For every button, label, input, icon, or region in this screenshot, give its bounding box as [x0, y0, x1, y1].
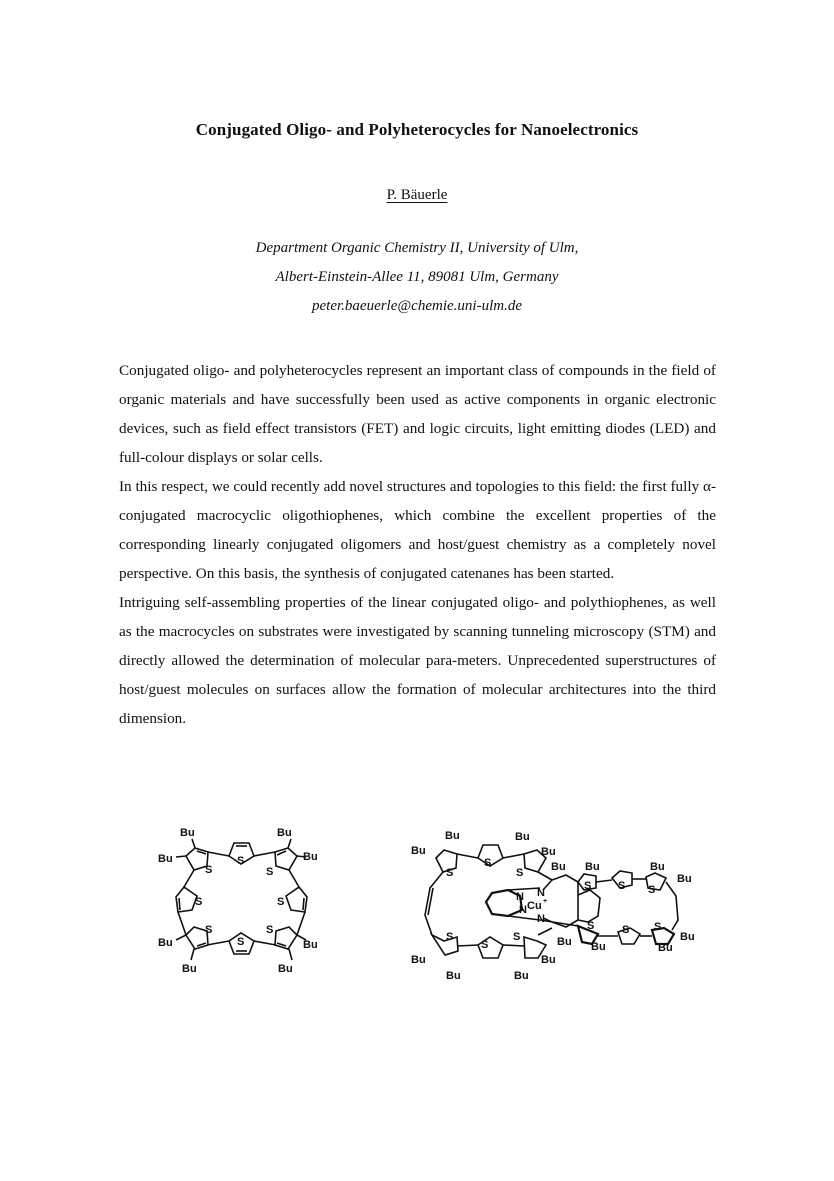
svg-text:S: S	[513, 931, 521, 943]
svg-text:Bu: Bu	[411, 954, 426, 966]
affiliation-address: Albert-Einstein-Allee 11, 89081 Ulm, Germany	[275, 269, 559, 285]
svg-text:Bu: Bu	[514, 970, 529, 982]
abstract-body	[119, 356, 716, 733]
svg-text:Bu: Bu	[677, 873, 692, 885]
svg-text:Bu: Bu	[680, 931, 695, 943]
svg-text:Bu: Bu	[303, 939, 318, 951]
paragraph-3: Intriguing self-assembling properties of the linear conjugated oligo- and polythiophenes, as well as the macrocycles on substrates were investigated by scanning tunneling microscopy (STM) and directly allowed the determination of molecular para-meters. Unprecedented superstructures of host/guest molecules on surfaces allow the formation of molecular architectures into the third dimension.	[119, 594, 716, 727]
svg-text:Bu: Bu	[557, 936, 572, 948]
affiliation-department: Department Organic Chemistry II, University of Ulm,	[255, 240, 579, 256]
author-name: P. Bäuerle	[386, 187, 448, 203]
svg-text:Bu: Bu	[541, 954, 556, 966]
svg-text:S: S	[266, 924, 274, 936]
svg-text:N: N	[537, 913, 545, 925]
macrocycle-labels	[158, 827, 318, 975]
paper-title: Conjugated Oligo- and Polyheterocycles for Nanoelectronics	[195, 120, 639, 139]
svg-text:Bu: Bu	[303, 851, 318, 863]
svg-text:S: S	[618, 880, 626, 892]
svg-text:S: S	[648, 884, 656, 896]
svg-text:N: N	[519, 904, 527, 916]
svg-text:S: S	[587, 920, 595, 932]
svg-text:Bu: Bu	[411, 845, 426, 857]
svg-text:Bu: Bu	[515, 831, 530, 843]
svg-text:Cu: Cu	[527, 900, 542, 912]
affiliation-email: peter.baeuerle@chemie.uni-ulm.de	[312, 298, 522, 314]
svg-text:S: S	[277, 896, 285, 908]
svg-text:+: +	[543, 898, 548, 905]
svg-text:S: S	[237, 936, 245, 948]
svg-text:S: S	[622, 924, 630, 936]
svg-text:N: N	[516, 891, 524, 903]
figure-area	[0, 815, 834, 995]
svg-text:Bu: Bu	[658, 942, 673, 954]
svg-text:S: S	[266, 866, 274, 878]
svg-text:Bu: Bu	[585, 861, 600, 873]
svg-text:S: S	[446, 867, 454, 879]
svg-text:S: S	[516, 867, 524, 879]
svg-text:S: S	[205, 924, 213, 936]
svg-text:Bu: Bu	[158, 853, 173, 865]
svg-text:Bu: Bu	[277, 827, 292, 839]
svg-text:S: S	[584, 880, 592, 892]
svg-text:N: N	[537, 887, 545, 899]
svg-text:S: S	[481, 939, 489, 951]
svg-text:S: S	[195, 896, 203, 908]
svg-text:Bu: Bu	[541, 846, 556, 858]
svg-text:Bu: Bu	[446, 970, 461, 982]
author-line	[0, 187, 834, 204]
paragraph-2: In this respect, we could recently add novel structures and topologies to this field: the first fully α-conjugated macrocyclic oligothiophenes, which combine the excellent properties of the corresponding linearly conjugated oligomers and host/guest chemistry as a completely novel perspective. On this basis, the synthesis of conjugated catenanes has been started.	[119, 478, 716, 582]
svg-text:Bu: Bu	[551, 861, 566, 873]
svg-text:Bu: Bu	[650, 861, 665, 873]
svg-text:Bu: Bu	[158, 937, 173, 949]
svg-text:Bu: Bu	[278, 963, 293, 975]
svg-text:Bu: Bu	[591, 941, 606, 953]
svg-text:S: S	[205, 864, 213, 876]
svg-text:Bu: Bu	[182, 963, 197, 975]
svg-text:Bu: Bu	[180, 827, 195, 839]
svg-text:Bu: Bu	[445, 830, 460, 842]
affiliation-block	[0, 234, 834, 321]
svg-text:S: S	[446, 931, 454, 943]
svg-text:S: S	[237, 855, 245, 867]
paragraph-1: Conjugated oligo- and polyheterocycles represent an important class of compounds in the field of organic materials and have successfully been used as active components in organic electronic devices, such as field effect transistors (FET) and logic circuits, light emitting diodes (LED) and full-colour displays or solar cells.	[119, 362, 716, 466]
svg-text:S: S	[654, 921, 662, 933]
svg-text:S: S	[484, 857, 492, 869]
